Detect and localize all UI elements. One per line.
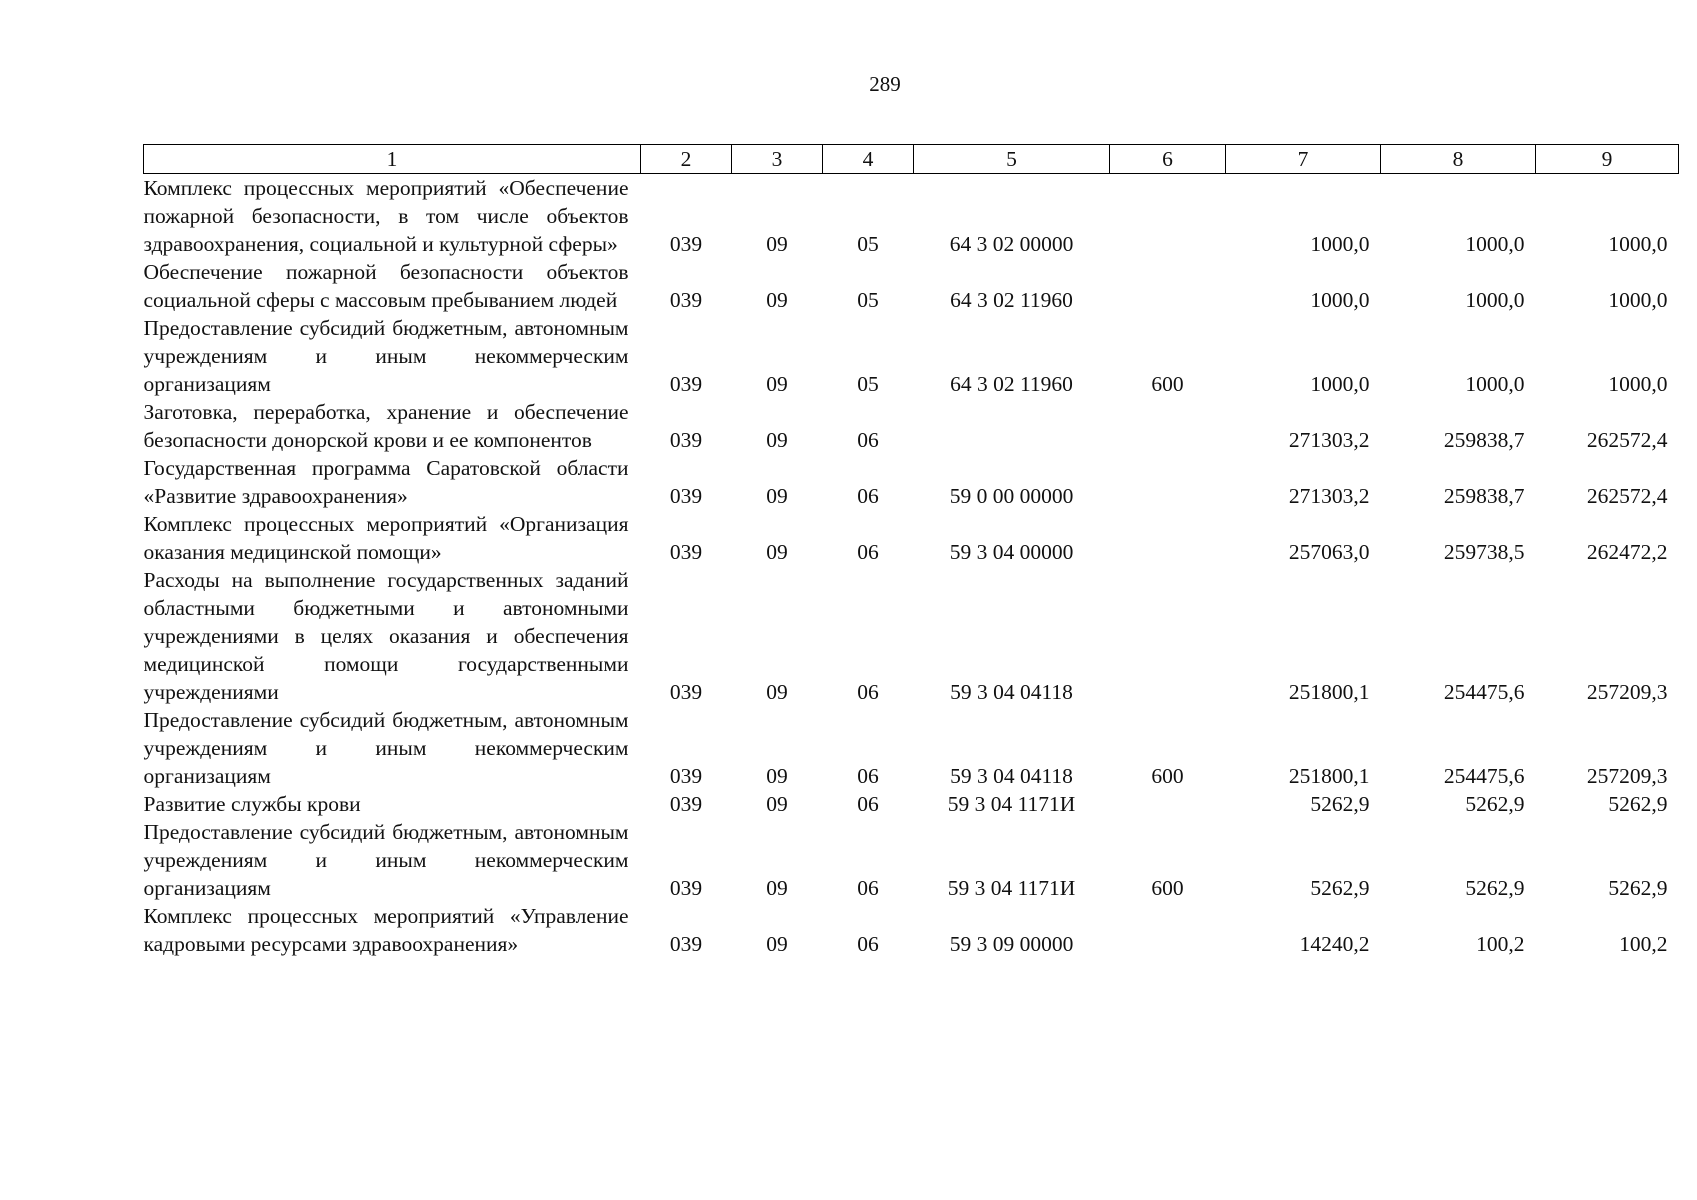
table-row	[144, 258, 1679, 314]
amount-year-3-cell: 5262,9	[1608, 876, 1668, 900]
subsection-code-cell: 06	[857, 876, 879, 900]
amount-year-3-cell: 1000,0	[1608, 288, 1668, 312]
target-item-code-cell: 59 0 00 00000	[949, 484, 1074, 508]
grbs-code-cell: 039	[669, 540, 703, 564]
expense-type-code-cell: 600	[1151, 876, 1184, 900]
table-body	[144, 174, 1679, 959]
amount-year-2-cell: 259838,7	[1443, 484, 1525, 508]
amount-year-3-cell: 262572,4	[1586, 484, 1668, 508]
column-header: 9	[1536, 145, 1679, 174]
amount-year-1-cell: 5262,9	[1310, 792, 1370, 816]
amount-year-2-cell: 259838,7	[1443, 428, 1525, 452]
amount-year-2-cell: 259738,5	[1443, 540, 1525, 564]
amount-year-3-cell: 1000,0	[1608, 232, 1668, 256]
table-row	[144, 818, 1679, 902]
amount-year-3-cell: 5262,9	[1608, 792, 1668, 816]
section-code-cell: 09	[766, 680, 788, 704]
amount-year-3-cell: 100,2	[1619, 932, 1668, 956]
amount-year-1-cell: 251800,1	[1288, 764, 1370, 788]
expense-name-cell: Развитие службы крови	[143, 792, 361, 816]
target-item-code-cell: 64 3 02 11960	[950, 372, 1073, 396]
amount-year-3-cell: 262472,2	[1586, 540, 1668, 564]
table-row	[144, 398, 1679, 454]
subsection-code-cell: 05	[857, 288, 879, 312]
subsection-code-cell: 06	[857, 484, 879, 508]
amount-year-2-cell: 254475,6	[1443, 764, 1525, 788]
amount-year-1-cell: 251800,1	[1288, 680, 1370, 704]
amount-year-2-cell: 5262,9	[1465, 792, 1525, 816]
expense-type-code-cell	[1110, 174, 1226, 259]
target-item-code-cell: 59 3 09 00000	[949, 932, 1074, 956]
table-row	[144, 790, 1679, 818]
amount-year-1-cell: 1000,0	[1310, 288, 1370, 312]
budget-table	[143, 144, 1679, 958]
target-item-code-cell	[914, 398, 1110, 454]
target-item-code-cell: 59 3 04 1171И	[947, 792, 1076, 816]
grbs-code-cell: 039	[669, 876, 703, 900]
subsection-code-cell: 06	[857, 764, 879, 788]
section-code-cell: 09	[766, 792, 788, 816]
subsection-code-cell: 06	[857, 792, 879, 816]
column-header: 6	[1110, 145, 1226, 174]
expense-name-cell: Государственная программа Саратовской области «Развитие здравоохранения»	[143, 456, 629, 508]
expense-name-cell: Комплекс процессных мероприятий «Организация оказания медицинской помощи»	[143, 512, 629, 564]
table-row	[144, 174, 1679, 259]
section-code-cell: 09	[766, 764, 788, 788]
grbs-code-cell: 039	[669, 372, 703, 396]
expense-name-cell: Предоставление субсидий бюджетным, автономным учреждениям и иным некоммерческим организациям	[143, 708, 629, 788]
expense-type-code-cell: 600	[1151, 764, 1184, 788]
column-header: 2	[641, 145, 732, 174]
header-row	[144, 145, 1679, 174]
amount-year-2-cell: 100,2	[1476, 932, 1525, 956]
expense-type-code-cell	[1110, 454, 1226, 510]
expense-type-code-cell: 600	[1151, 372, 1184, 396]
amount-year-2-cell: 254475,6	[1443, 680, 1525, 704]
column-header: 3	[732, 145, 823, 174]
expense-type-code-cell	[1110, 790, 1226, 818]
target-item-code-cell: 64 3 02 11960	[950, 288, 1073, 312]
table-row	[144, 510, 1679, 566]
expense-type-code-cell	[1110, 510, 1226, 566]
section-code-cell: 09	[766, 932, 788, 956]
table-row	[144, 902, 1679, 958]
expense-type-code-cell	[1110, 398, 1226, 454]
grbs-code-cell: 039	[669, 232, 703, 256]
amount-year-2-cell: 1000,0	[1465, 288, 1525, 312]
column-header: 7	[1226, 145, 1381, 174]
grbs-code-cell: 039	[669, 484, 703, 508]
column-header: 8	[1381, 145, 1536, 174]
target-item-code-cell: 59 3 04 04118	[950, 680, 1073, 704]
section-code-cell: 09	[766, 232, 788, 256]
expense-name-cell: Комплекс процессных мероприятий «Обеспечение пожарной безопасности, в том числе объектов здравоохранения, социальной и культурной сферы»	[143, 176, 629, 256]
section-code-cell: 09	[766, 428, 788, 452]
table-row	[144, 454, 1679, 510]
grbs-code-cell: 039	[669, 792, 703, 816]
subsection-code-cell: 05	[857, 372, 879, 396]
amount-year-2-cell: 5262,9	[1465, 876, 1525, 900]
expense-type-code-cell	[1110, 566, 1226, 706]
amount-year-1-cell: 271303,2	[1288, 428, 1370, 452]
amount-year-1-cell: 5262,9	[1310, 876, 1370, 900]
amount-year-2-cell: 1000,0	[1465, 232, 1525, 256]
amount-year-3-cell: 1000,0	[1608, 372, 1668, 396]
expense-name-cell: Комплекс процессных мероприятий «Управление кадровыми ресурсами здравоохранения»	[143, 904, 629, 956]
grbs-code-cell: 039	[669, 764, 703, 788]
target-item-code-cell: 64 3 02 00000	[949, 232, 1074, 256]
grbs-code-cell: 039	[669, 932, 703, 956]
grbs-code-cell: 039	[669, 428, 703, 452]
amount-year-1-cell: 1000,0	[1310, 372, 1370, 396]
section-code-cell: 09	[766, 484, 788, 508]
amount-year-1-cell: 14240,2	[1299, 932, 1370, 956]
column-header: 1	[144, 145, 641, 174]
amount-year-1-cell: 257063,0	[1288, 540, 1370, 564]
section-code-cell: 09	[766, 288, 788, 312]
expense-name-cell: Предоставление субсидий бюджетным, автономным учреждениям и иным некоммерческим организациям	[143, 820, 629, 900]
expense-name-cell: Обеспечение пожарной безопасности объектов социальной сферы с массовым пребыванием людей	[143, 260, 629, 312]
expense-type-code-cell	[1110, 902, 1226, 958]
column-header: 4	[823, 145, 914, 174]
expense-name-cell: Заготовка, переработка, хранение и обеспечение безопасности донорской крови и ее компонентов	[143, 400, 629, 452]
page-number: 289	[869, 72, 901, 96]
subsection-code-cell: 06	[857, 540, 879, 564]
column-header: 5	[914, 145, 1110, 174]
table-row	[144, 566, 1679, 706]
amount-year-1-cell: 271303,2	[1288, 484, 1370, 508]
grbs-code-cell: 039	[669, 288, 703, 312]
amount-year-2-cell: 1000,0	[1465, 372, 1525, 396]
expense-name-cell: Предоставление субсидий бюджетным, автономным учреждениям и иным некоммерческим организациям	[143, 316, 629, 396]
amount-year-3-cell: 257209,3	[1586, 764, 1668, 788]
subsection-code-cell: 06	[857, 680, 879, 704]
table-row	[144, 706, 1679, 790]
expense-name-cell: Расходы на выполнение государственных заданий областными бюджетными и автономными учреждениями в целях оказания и обеспечения медицинской помощи государственными учреждениями	[143, 568, 629, 704]
amount-year-3-cell: 262572,4	[1586, 428, 1668, 452]
subsection-code-cell: 05	[857, 232, 879, 256]
table-row	[144, 314, 1679, 398]
target-item-code-cell: 59 3 04 00000	[949, 540, 1074, 564]
section-code-cell: 09	[766, 372, 788, 396]
section-code-cell: 09	[766, 540, 788, 564]
expense-type-code-cell	[1110, 258, 1226, 314]
amount-year-3-cell: 257209,3	[1586, 680, 1668, 704]
grbs-code-cell: 039	[669, 680, 703, 704]
subsection-code-cell: 06	[857, 428, 879, 452]
target-item-code-cell: 59 3 04 1171И	[947, 876, 1076, 900]
subsection-code-cell: 06	[857, 932, 879, 956]
amount-year-1-cell: 1000,0	[1310, 232, 1370, 256]
target-item-code-cell: 59 3 04 04118	[950, 764, 1073, 788]
section-code-cell: 09	[766, 876, 788, 900]
